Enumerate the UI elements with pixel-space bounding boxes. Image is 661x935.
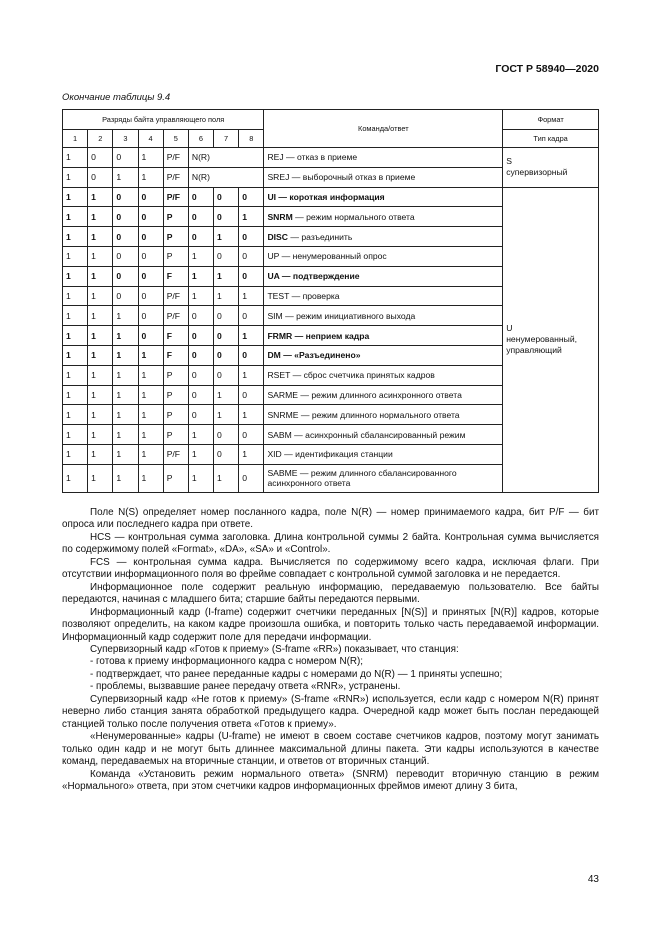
bit-cell: 0: [239, 266, 264, 286]
bit-cell: 1: [63, 405, 88, 425]
bit-cell: 0: [138, 326, 163, 346]
bit-cell: 1: [138, 365, 163, 385]
bit-cell: 0: [214, 207, 239, 227]
bit-cell: P/F: [163, 187, 188, 207]
bit-cell: 1: [88, 464, 113, 492]
table-caption: Окончание таблицы 9.4: [62, 92, 171, 103]
bit-cell: 1: [113, 167, 138, 187]
command-cell: [264, 385, 503, 405]
command-name: DISC: [267, 231, 288, 242]
paragraph: HCS — контрольная сумма заголовка. Длина контрольной суммы 2 байта. Контрольная сумма вычисляется по содержимому полей «Format», «DA», «SA» и «Control».: [62, 531, 599, 556]
bit-cell: P: [163, 464, 188, 492]
bit-cell: P: [163, 365, 188, 385]
command-description: — режим нормального ответа: [292, 211, 415, 222]
command-description: RSET — сброс счетчика принятых кадров: [267, 370, 435, 381]
bit-cell: 1: [88, 345, 113, 365]
bit-cell: 0: [113, 227, 138, 247]
bit-cell: 0: [239, 425, 264, 445]
bit-cell: 1: [214, 266, 239, 286]
bit-cell: P: [163, 385, 188, 405]
bit-cell: 1: [188, 246, 213, 266]
bit-cell: 0: [188, 187, 213, 207]
bit-cell: 1: [63, 365, 88, 385]
bit-cell: 0: [88, 167, 113, 187]
bit-cell: 0: [214, 425, 239, 445]
bit-cell: P/F: [163, 306, 188, 326]
bit-cell: P/F: [163, 286, 188, 306]
bit-number-header: 6: [188, 130, 213, 148]
command-cell: [264, 246, 503, 266]
bit-number-header: 5: [163, 130, 188, 148]
command-cell: [264, 306, 503, 326]
bit-number-header: 2: [88, 130, 113, 148]
bit-cell: 1: [214, 385, 239, 405]
bit-cell: 0: [113, 207, 138, 227]
command-description: TEST — проверка: [267, 290, 340, 301]
command-description: — разъединить: [287, 231, 353, 242]
paragraph: Информационное поле содержит реальную информацию, передаваемую пользователю. Все байты передаются, начиная с младшего бита; старшие байты передаются первыми.: [62, 581, 599, 606]
bit-cell: 1: [88, 286, 113, 306]
command-cell: [264, 207, 503, 227]
paragraph: Поле N(S) определяет номер посланного кадра, поле N(R) — номер принимаемого кадра, бит P/F — бит опроса или последнего кадра при ответе.: [62, 507, 599, 531]
bit-cell: P: [163, 425, 188, 445]
bit-cell: P/F: [163, 167, 188, 187]
bit-cell: 1: [63, 444, 88, 464]
command-cell: [264, 227, 503, 247]
bit-cell: 0: [188, 326, 213, 346]
command-cell: [264, 425, 503, 445]
bit-cell: 1: [188, 444, 213, 464]
bit-cell: 1: [88, 326, 113, 346]
bit-number-header: 3: [113, 130, 138, 148]
bit-cell: 0: [188, 385, 213, 405]
bit-cell: 0: [214, 187, 239, 207]
bit-cell: F: [163, 266, 188, 286]
bit-cell: 1: [88, 425, 113, 445]
bit-cell: 0: [239, 306, 264, 326]
bit-number-header: 7: [214, 130, 239, 148]
command-cell: [264, 405, 503, 425]
bit-cell: 1: [138, 464, 163, 492]
bit-cell: 1: [63, 187, 88, 207]
bit-cell: 0: [188, 345, 213, 365]
command-description: XID — идентификация станции: [267, 449, 393, 460]
bit-cell: P/F: [163, 148, 188, 168]
bit-cell: 1: [239, 207, 264, 227]
command-cell: [264, 148, 503, 168]
bit-cell: 1: [138, 148, 163, 168]
command-cell: [264, 266, 503, 286]
bit-cell: 0: [138, 207, 163, 227]
bit-cell: 1: [138, 167, 163, 187]
bits-group-header: Разряды байта управляющего поля: [63, 110, 264, 130]
frame-type-header: Тип кадра: [503, 130, 599, 148]
bit-cell: 1: [214, 227, 239, 247]
bit-cell: 0: [188, 227, 213, 247]
bit-cell: 0: [188, 306, 213, 326]
bit-cell: 1: [63, 207, 88, 227]
bit-cell: 0: [214, 444, 239, 464]
bit-cell: 1: [63, 266, 88, 286]
command-name: UI — короткая информация: [267, 191, 385, 202]
bit-cell: P: [163, 246, 188, 266]
document-standard-number: ГОСТ Р 58940—2020: [495, 63, 599, 75]
bit-cell: 0: [214, 365, 239, 385]
bit-cell: 1: [88, 187, 113, 207]
bit-cell: 1: [63, 385, 88, 405]
bit-cell: 1: [188, 286, 213, 306]
bit-cell: 1: [88, 444, 113, 464]
bit-cell: 1: [214, 464, 239, 492]
bit-cell: P: [163, 405, 188, 425]
bit-cell: 1: [113, 326, 138, 346]
bit-cell: 1: [214, 286, 239, 306]
command-cell: [264, 326, 503, 346]
paragraph: Информационный кадр (I-frame) содержит счетчики переданных [N(S)] и принятых [N(R)] кадров, которые позволяют определить, на каком кадре произошла ошибка, и повторить только часть передаваемой информации. Информационный кадр содержит поле для передачи информации.: [62, 606, 599, 643]
bit-cell: 1: [113, 444, 138, 464]
bit-cell: 1: [88, 385, 113, 405]
command-cell: [264, 286, 503, 306]
bit-cell: 1: [239, 444, 264, 464]
list-item: - готова к приему информационного кадра с номером N(R);: [90, 656, 364, 668]
bit-cell: 1: [88, 365, 113, 385]
bit-cell: 1: [113, 365, 138, 385]
bit-cell: 0: [138, 227, 163, 247]
bit-cell: 1: [63, 286, 88, 306]
body-text: [62, 507, 599, 793]
bit-cell: 0: [214, 246, 239, 266]
bit-cell: 1: [138, 405, 163, 425]
paragraph: Команда «Установить режим нормального ответа» (SNRM) переводит вторичную станцию в режим «Нормального» ответа, при этом счетчики кадров информационных фреймов имеют длину 3 бита,: [62, 768, 599, 792]
bit-cell: F: [163, 326, 188, 346]
bit-cell: 0: [239, 464, 264, 492]
command-name: UA — подтверждение: [267, 271, 360, 282]
bit-cell: 0: [138, 266, 163, 286]
bit-cell: 1: [138, 385, 163, 405]
command-description: UP — ненумерованный опрос: [267, 251, 387, 262]
bit-cell: 1: [63, 148, 88, 168]
control-field-table: [62, 109, 599, 493]
list-item: - подтверждает, что ранее переданные кадры с номерами до N(R) — 1 приняты успешно;: [90, 668, 503, 680]
bit-cell: 0: [113, 286, 138, 306]
paragraph: «Ненумерованные» кадры (U-frame) не имеют в своем составе счетчиков кадров, поэтому могут занимать только один кадр и не могут быть длиннее максимальной длины пакета. Эти кадры используются в качестве команд, передаваемых на вторичные станции, и ответов от вторичных станций.: [62, 731, 599, 768]
bit-cell: 1: [113, 385, 138, 405]
bit-number-header: 8: [239, 130, 264, 148]
bit-cell: 1: [138, 444, 163, 464]
bit-cell: 0: [88, 148, 113, 168]
command-cell: [264, 464, 503, 492]
bit-cell: 1: [63, 306, 88, 326]
command-cell: [264, 187, 503, 207]
command-description: SARME — режим длинного асинхронного ответа: [267, 389, 462, 400]
table-row: [63, 148, 599, 168]
bit-cell: 0: [113, 187, 138, 207]
bit-cell: 1: [113, 464, 138, 492]
command-cell: [264, 345, 503, 365]
bit-cell: F: [163, 345, 188, 365]
bit-cell: 1: [88, 227, 113, 247]
command-description: SIM — режим инициативного выхода: [267, 310, 416, 321]
list-item: - проблемы, вызвавшие ранее передачу ответа «RNR», устранены.: [90, 681, 401, 693]
command-name: SNRM: [267, 211, 293, 222]
format-header: Формат: [503, 110, 599, 130]
bit-cell: 0: [113, 246, 138, 266]
command-name: FRMR — неприем кадра: [267, 330, 370, 341]
page-number: 43: [587, 874, 599, 885]
paragraph: FCS — контрольная сумма кадра. Вычисляется по содержимому всего кадра, исключая флаги. При отсутствии информационного поля во фрейме совпадает с контрольной суммой заголовка и не передается.: [62, 556, 599, 581]
bit-cell: 1: [88, 246, 113, 266]
bit-cell: 0: [188, 207, 213, 227]
command-cell: [264, 167, 503, 187]
bit-cell: 1: [113, 306, 138, 326]
bit-cell: 1: [239, 326, 264, 346]
bit-cell: 0: [214, 306, 239, 326]
bit-cell: 1: [188, 266, 213, 286]
bit-cell: 0: [239, 187, 264, 207]
command-description: REJ — отказ в приеме: [267, 152, 358, 163]
bit-cell: P: [163, 227, 188, 247]
bit-cell: 0: [239, 385, 264, 405]
bit-cell: 1: [63, 464, 88, 492]
command-name: DM — «Разъединено»: [267, 350, 361, 361]
bit-cell: 1: [63, 425, 88, 445]
bit-cell: 1: [188, 464, 213, 492]
command-description: SABME — режим длинного сбалансированного асинхронного ответа: [267, 468, 457, 489]
bit-cell: 1: [63, 167, 88, 187]
command-description: SREJ — выборочный отказ в приеме: [267, 172, 416, 183]
bit-cell: 1: [239, 365, 264, 385]
bit-cell: 0: [214, 345, 239, 365]
bit-cell: 1: [63, 227, 88, 247]
bit-cell: 1: [113, 405, 138, 425]
command-header: Команда/ответ: [264, 110, 503, 148]
bit-cell: 0: [239, 246, 264, 266]
bit-cell: 1: [63, 326, 88, 346]
bit-cell: P/F: [163, 444, 188, 464]
bit-cell: P: [163, 207, 188, 227]
bit-cell: 0: [188, 365, 213, 385]
bit-cell: 1: [138, 345, 163, 365]
bit-cell: 0: [188, 405, 213, 425]
bit-cell: 0: [138, 306, 163, 326]
bit-cell: N(R): [188, 167, 264, 187]
bit-cell: 1: [239, 405, 264, 425]
bit-cell: 1: [113, 425, 138, 445]
bit-number-header: 1: [63, 130, 88, 148]
bit-cell: 0: [113, 266, 138, 286]
command-cell: [264, 444, 503, 464]
bit-cell: 1: [188, 425, 213, 445]
bit-cell: 0: [138, 246, 163, 266]
bit-cell: 0: [239, 227, 264, 247]
bit-cell: 1: [88, 266, 113, 286]
bit-cell: 0: [214, 326, 239, 346]
bit-cell: 1: [138, 425, 163, 445]
format-cell-unnumbered: U ненумерованный, управляющий: [503, 187, 599, 492]
bit-cell: 0: [239, 345, 264, 365]
bit-cell: 0: [138, 286, 163, 306]
bit-cell: N(R): [188, 148, 264, 168]
bit-cell: 1: [88, 306, 113, 326]
bit-cell: 1: [214, 405, 239, 425]
bit-cell: 1: [88, 207, 113, 227]
bit-cell: 0: [113, 148, 138, 168]
table-row: [63, 187, 599, 207]
format-cell-supervisory: S супервизорный: [503, 148, 599, 188]
bit-cell: 1: [63, 246, 88, 266]
bit-cell: 1: [88, 405, 113, 425]
command-cell: [264, 365, 503, 385]
paragraph: Супервизорный кадр «Не готов к приему» (S-frame «RNR») используется, если кадр с номером N(R) принят неверно либо станция занята обработкой предыдущего кадра. Очередной кадр может быть послан передающей станцией только после получения ответа «Готов к приему».: [62, 693, 599, 730]
command-description: SNRME — режим длинного нормального ответа: [267, 409, 460, 420]
bit-cell: 0: [138, 187, 163, 207]
bit-number-header: 4: [138, 130, 163, 148]
command-description: SABM — асинхронный сбалансированный режим: [267, 429, 466, 440]
bit-cell: 1: [239, 286, 264, 306]
paragraph: Супервизорный кадр «Готов к приему» (S-frame «RR») показывает, что станция:: [90, 643, 459, 655]
bit-cell: 1: [113, 345, 138, 365]
bit-cell: 1: [63, 345, 88, 365]
